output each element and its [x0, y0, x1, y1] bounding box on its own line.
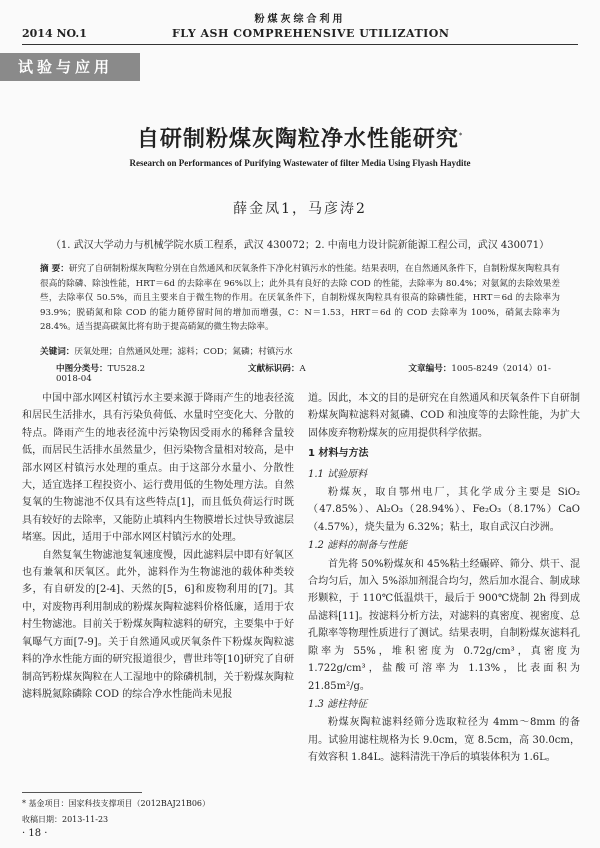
classification [56, 362, 556, 384]
paragraph: 道。因此，本文的目的是研究在自然通风和厌氧条件下自研制粉煤灰陶粒滤料对氮磷、COD 和浊度等的去除性能，为扩大固体废弃物粉煤灰的应用提供科学依据。 [308, 393, 580, 439]
doc-code-value: A [299, 364, 306, 374]
header-rule [22, 44, 578, 45]
page-number: · 18 · [22, 828, 48, 839]
footnote-rule [22, 792, 142, 793]
subsection-heading: 1.2 滤料的制备与性能 [308, 540, 408, 552]
title-footnote-mark: * [458, 132, 464, 140]
funding-note: * 基金项目：国家科技支撑项目（2012BAJ21B06） [22, 799, 211, 808]
keywords-text: 厌氧处理；自然通风处理；滤料；COD；氮磷；村镇污水 [74, 347, 293, 357]
clc-field [56, 364, 195, 374]
keywords-label: 关键词： [40, 347, 75, 357]
affiliation: （1. 武汉大学动力与机械学院水质工程系，武汉 430072；2. 中南电力设计院新能源工程公司，武汉 430071） [50, 240, 550, 251]
title-text: 自研制粉煤灰陶粒净水性能研究 [136, 126, 459, 152]
paragraph: 粉煤灰陶粒滤料经筛分选取粒径为 4mm～8mm 的备用。试验用滤柱规格为长 9.0cm，宽 8.5cm，高 30.0cm，有效容积 1.84L。滤料清洗干净后的填装体积为 1.6L。 [308, 717, 580, 764]
journal-name-en: FLY ASH COMPREHENSIVE UTILIZATION [172, 27, 450, 40]
abstract [40, 262, 560, 335]
article-id-value: 1005-8249（2014）01-0018-04 [56, 364, 551, 384]
issue-number: 2014 NO.1 [22, 27, 87, 40]
received-date: 收稿日期：2013-11-23 [22, 815, 109, 824]
paper-title-en: Research on Performances of Purifying Wastewater of filter Media Using Flyash Haydite [129, 158, 471, 168]
keywords [40, 345, 560, 357]
body-column-left [22, 390, 294, 703]
paper-title-cn [0, 122, 600, 153]
article-id-label: 文章编号： [408, 364, 452, 374]
doc-code-field [248, 364, 356, 374]
authors: 薛金凤1，马彦涛2 [233, 201, 367, 217]
subsection-heading: 1.3 滤柱特征 [308, 698, 368, 710]
clc-value: TU528.2 [107, 364, 146, 374]
abstract-label: 摘 要： [40, 264, 69, 274]
body-column-right [308, 390, 580, 767]
clc-label: 中图分类号： [56, 364, 108, 374]
journal-name-cn: 粉煤灰综合利用 [254, 14, 346, 25]
paragraph: 自然复氧生物滤池复氧速度慢，因此滤料层中即有好氧区也有兼氧和厌氧区。此外，滤料作为生物滤池的载体种类较多，有自研发的[2-4]、天然的[5，6]和废物利用的[7]。其中，对废物再利用制成的粉煤灰陶粒滤料价格低廉，适用于农村生物滤池。目前关于粉煤灰陶粒滤料的研究，主要集中于好氧曝气方面[7-9]。关于自然通风或厌氧条件下粉煤灰陶粒滤料的净水性能方面的研究报道很少，曹世玮等[10]研究了自研制高钙粉煤灰陶粒在人工湿地中的除磷机制，关于粉煤灰陶粒滤料脱氮除磷除 COD 的综合净水性能尚未见报 [22, 549, 294, 700]
section-heading: 1 材料与方法 [308, 448, 369, 460]
abstract-text: 研究了自研制粉煤灰陶粒分别在自然通风和厌氧条件下净化村镇污水的性能。结果表明，在自然通风条件下，自制粉煤灰陶粒具有很高的除磷、除浊性能，HRT＝6d 的去除率在 96%以上；此外具有良好的去除 COD 的性能，去除率为 80.4%；对氨氮的去除效果差些，去除率仅 50.5%，而且主要来自于微生物的作用。在厌氧条件下，自制粉煤灰陶粒具有很高的除磷性能，HRT＝6d 的去除率为 93.9%；脱硝氮和除 COD 的能力随停留时间的增加而增强，C：N＝1.53，HRT＝6d 的 COD 去除率为 100%，硝氮去除率为 28.4%。适当提高碳氮比将有助于提高硝氮的微生物去除率。 [40, 264, 560, 333]
doc-code-label: 文献标识码： [247, 364, 300, 374]
section-label: 试验与应用 [0, 53, 140, 81]
subsection-heading: 1.1 试验原料 [308, 468, 368, 480]
paragraph: 中国中部水网区村镇污水主要来源于降雨产生的地表径流和居民生活排水，具有污染负荷低、水量时空变化大、分散的特点。降雨产生的地表径流中污染物因受雨水的稀释含量较低，而居民生活排水虽然量少，但污染物含量相对较高，是中部水网区村镇污水处理的重点。由于这部分水量小、分散性大，适宜选择工程投资小、运行费用低的生物处理方法。自然复氧的生物滤池不仅具有这些特点[1]，而且低负荷运行时既具有较好的去除率，又能防止填料内生物膜增长过快导致滤层堵塞。因此，适用于中部水网区村镇污水的处理。 [22, 393, 294, 544]
paragraph: 首先将 50%粉煤灰和 45%粘土经碾碎、筛分、烘干、混合均匀后，加入 5%添加剂混合均匀，然后加水混合、制成球形颗粒，于 110℃低温烘干，最后于 900℃烧制 2h 得到成品滤料[11]。按滤料分析方法，对滤料的真密度、视密度、总孔隙率等物理性质进行了测试。结果表明，自制粉煤灰滤料孔隙率为 55%，堆积密度为 0.72g/cm³，真密度为 1.722g/cm³，盐酸可溶率为 1.13%，比表面积为 21.85m²/g。 [308, 558, 580, 692]
running-header [22, 27, 578, 43]
paragraph: 粉煤灰，取自鄂州电厂，其化学成分主要是 SiO₂（47.85%）、Al₂O₃（28.94%）、Fe₂O₃（8.17%）CaO（4.57%），烧失量为 6.32%；粘土，取自武汉白沙洲。 [308, 487, 580, 533]
